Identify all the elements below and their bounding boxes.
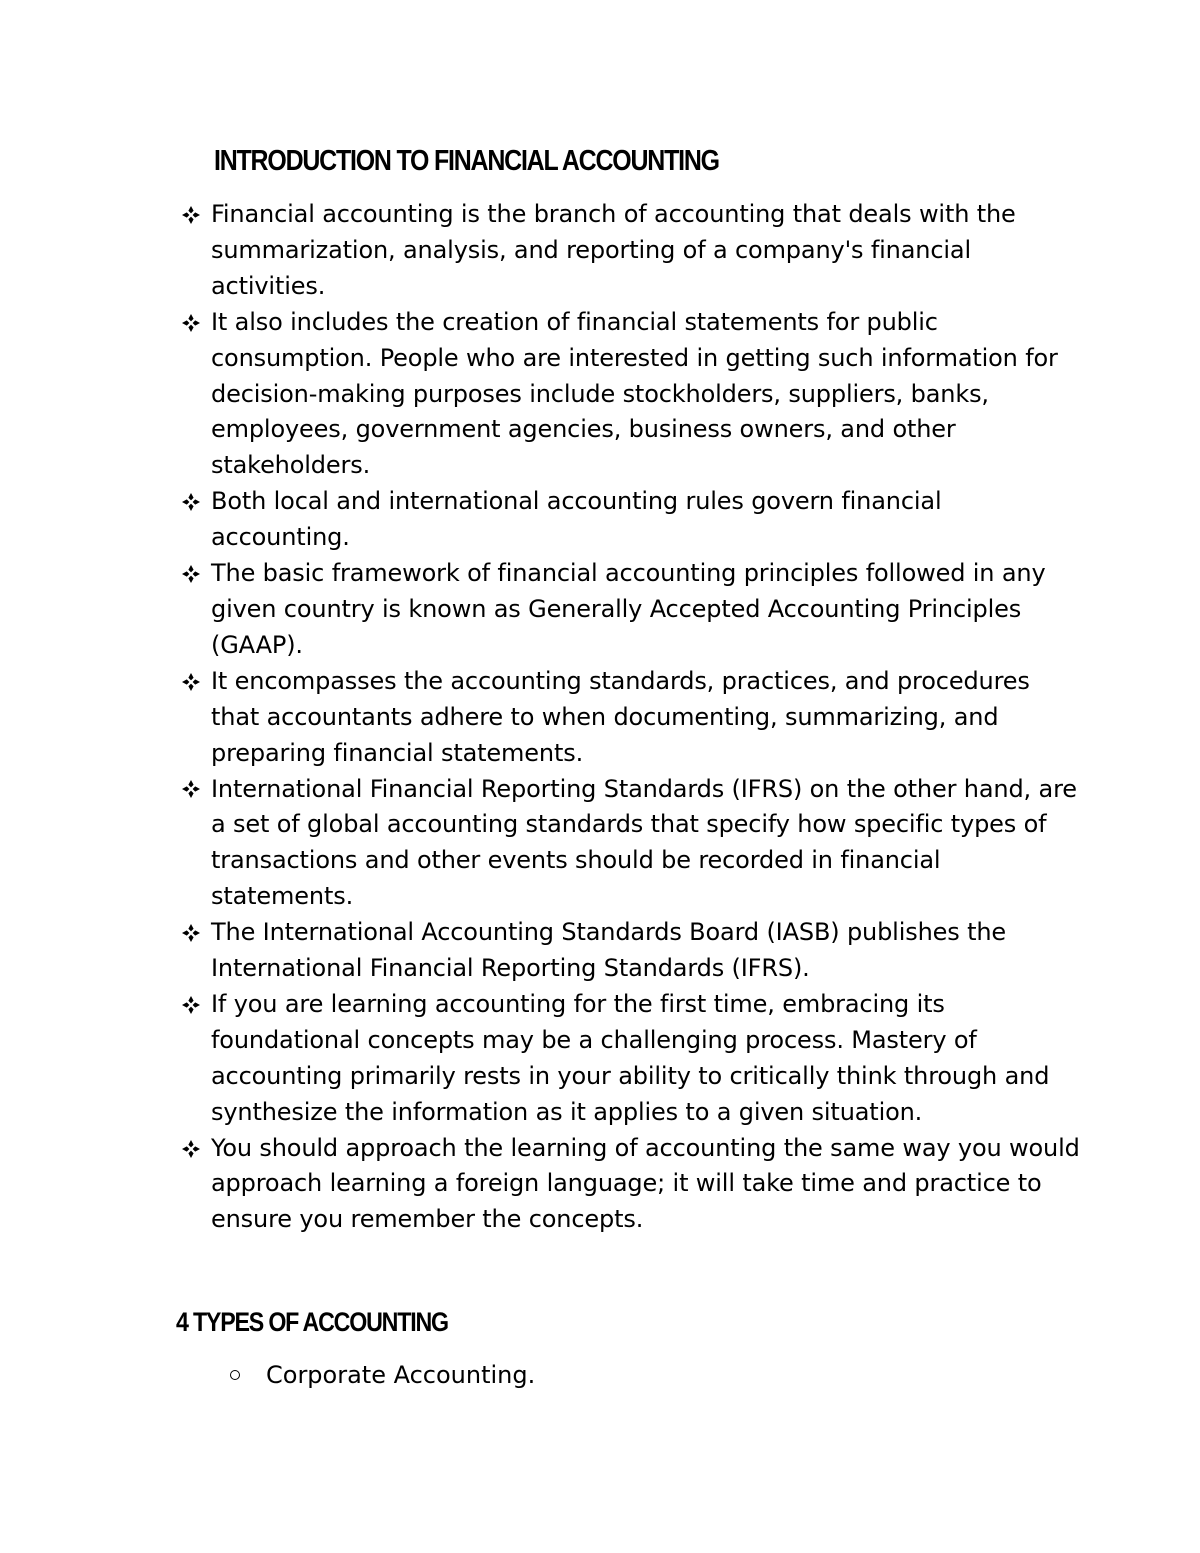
list-item	[180, 915, 1080, 987]
diamond-bullet-icon	[180, 915, 202, 951]
list-item	[180, 197, 1080, 305]
list-item	[180, 1131, 1080, 1239]
list-item-text: It encompasses the accounting standards, practices, and procedures that accountants adhere to when documenting, summarizing, and preparing financial statements.	[211, 666, 1030, 767]
diamond-bullet-icon	[180, 197, 202, 233]
list-item	[228, 1357, 535, 1393]
list-item-text: Both local and international accounting rules govern financial accounting.	[211, 487, 942, 552]
list-item-text: The International Accounting Standards Board (IASB) publishes the International Financial Reporting Standards (IFRS).	[211, 918, 1007, 983]
list-item	[180, 556, 1080, 664]
section-heading: 4 TYPES OF ACCOUNTING	[176, 1307, 448, 1337]
diamond-bullet-icon	[180, 484, 202, 520]
list-item-text: You should approach the learning of accounting the same way you would approach learning a foreign language; it will take time and practice to ensure you remember the concepts.	[211, 1133, 1080, 1234]
list-item-text: If you are learning accounting for the first time, embracing its foundational concepts may be a challenging process. Mastery of accounting primarily rests in your ability to critically think through and synthesize the information as it applies to a given situation.	[211, 989, 1050, 1126]
diamond-bullet-icon	[180, 664, 202, 700]
list-item	[180, 484, 1080, 556]
page-title: INTRODUCTION TO FINANCIAL ACCOUNTING	[214, 145, 719, 177]
bullet-list	[180, 197, 1080, 1238]
diamond-bullet-icon	[180, 1131, 202, 1167]
diamond-bullet-icon	[180, 305, 202, 341]
list-item-text: It also includes the creation of financial statements for public consumption. People who are interested in getting such information for decision-making purposes include stockholders, suppliers, banks, employees, government agencies, business owners, and other stakeholders.	[211, 307, 1058, 480]
list-item	[180, 305, 1080, 485]
list-item-text: International Financial Reporting Standards (IFRS) on the other hand, are a set of global accounting standards that specify how specific types of transactions and other events should be recorded in financial statements.	[211, 774, 1077, 911]
diamond-bullet-icon	[180, 772, 202, 808]
list-item-text: The basic framework of financial accounting principles followed in any given country is known as Generally Accepted Accounting Principles (GAAP).	[211, 559, 1046, 659]
diamond-bullet-icon	[180, 556, 202, 592]
diamond-bullet-icon	[180, 987, 202, 1023]
list-item	[180, 987, 1080, 1131]
circle-bullet-icon	[230, 1370, 240, 1380]
list-item	[180, 772, 1080, 916]
list-item-text: Financial accounting is the branch of accounting that deals with the summarization, analysis, and reporting of a company's financial activities.	[211, 200, 1016, 300]
list-item-text: Corporate Accounting.	[266, 1361, 536, 1389]
types-list	[228, 1357, 535, 1393]
list-item	[180, 664, 1080, 772]
